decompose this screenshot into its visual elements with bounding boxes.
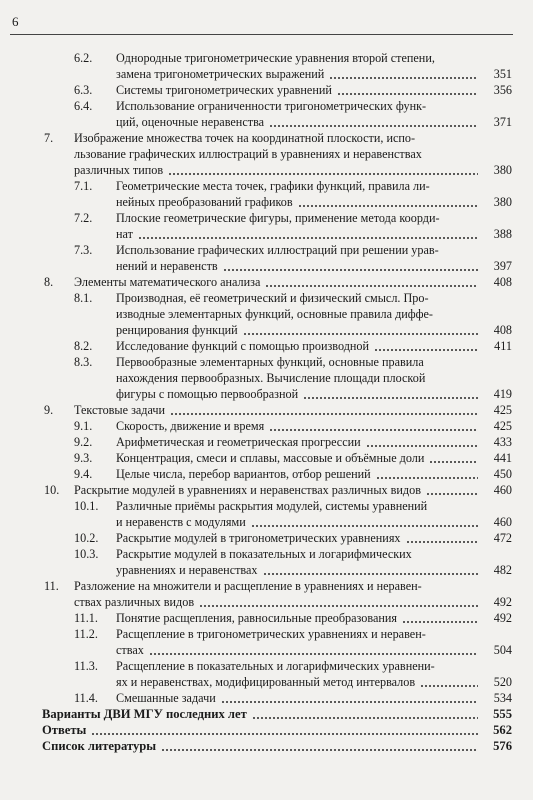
toc-entry-title-line: Системы тригонометрических уравнений: [116, 83, 332, 97]
toc-entry-title-line: Текстовые задачи: [74, 403, 166, 417]
toc-entry[interactable]: [0, 690, 533, 706]
dot-leader: [376, 477, 478, 479]
dot-leader: [243, 333, 478, 335]
toc-entry-page: 520: [493, 675, 512, 689]
toc-entry-title-line: нений и неравенств: [116, 259, 218, 273]
dot-leader: [337, 93, 478, 95]
dot-leader: [170, 413, 478, 415]
toc-entry-number: 11.: [44, 579, 59, 593]
toc-entry[interactable]: [0, 658, 533, 690]
dot-leader: [252, 717, 478, 719]
toc-entry-title-line: Элементы математического анализа: [74, 275, 261, 289]
toc-entry-title-line: ствах: [116, 643, 144, 657]
toc-entry-number: 8.1.: [74, 291, 93, 305]
toc-entry-title-line: льзование графических иллюстраций в уравнениях и неравенствах: [74, 147, 422, 161]
toc-entry-page: 411: [494, 339, 512, 353]
toc-entry-number: 11.1.: [74, 611, 98, 625]
toc-entry-title-line: Скорость, движение и время: [116, 419, 265, 433]
toc-entry-page: 450: [493, 467, 512, 481]
toc-entry-number: 11.4.: [74, 691, 98, 705]
toc-entry[interactable]: [0, 578, 533, 610]
toc-entry[interactable]: [0, 130, 533, 178]
toc-entry-title-line: Производная, её геометрический и физический смысл. Про-: [116, 291, 429, 305]
toc-entry-number: 9.1.: [74, 419, 93, 433]
toc-entry-page: 380: [493, 195, 512, 209]
toc-entry-number: 11.2.: [74, 627, 98, 641]
toc-entry-title-line: Исследование функций с помощью производной: [116, 339, 370, 353]
toc-entry-number: 9.: [44, 403, 54, 417]
toc-entry-title-line: Раскрытие модулей в показательных и логарифмических: [116, 547, 412, 561]
dot-leader: [221, 701, 478, 703]
toc-entry[interactable]: [0, 402, 533, 418]
toc-entry-title-line: Различные приёмы раскрытия модулей, системы уравнений: [116, 499, 428, 513]
toc-entry-page: 441: [493, 451, 512, 465]
toc-entry[interactable]: [0, 706, 533, 722]
toc-entry-title-line: Первообразные элементарных функций, основные правила: [116, 355, 424, 369]
toc-entry-number: 9.4.: [74, 467, 93, 481]
toc-entry-page: 504: [493, 643, 512, 657]
toc-entry-page: 371: [493, 115, 512, 129]
dot-leader: [91, 733, 478, 735]
toc-entry-title-line: ях и неравенствах, модифицированный метод интервалов: [116, 675, 416, 689]
toc-entry[interactable]: [0, 354, 533, 402]
toc-entry[interactable]: [0, 530, 533, 546]
toc-entry-title-line: Понятие расщепления, равносильные преобразования: [116, 611, 398, 625]
toc-entry-number: 7.1.: [74, 179, 93, 193]
toc-entry-page: 408: [493, 275, 512, 289]
toc-entry[interactable]: [0, 290, 533, 338]
toc-entry-page: 482: [493, 563, 512, 577]
page-number: 6: [12, 14, 19, 29]
dot-leader: [265, 285, 478, 287]
toc-entry[interactable]: [0, 418, 533, 434]
toc-entry-page: 576: [493, 739, 512, 753]
toc-entry-title-line: фигуры с помощью первообразной: [116, 387, 299, 401]
toc-entry-number: 11.3.: [74, 659, 98, 673]
toc-entry-title-line: нахождения первообразных. Вычисление площади плоской: [116, 371, 426, 385]
toc-entry-title-line: Использование ограниченности тригонометрических функ-: [116, 99, 427, 113]
toc-entry[interactable]: [0, 466, 533, 482]
toc-entry-number: 6.2.: [74, 51, 93, 65]
toc-entry-number: 6.3.: [74, 83, 93, 97]
toc-entry-title-line: Геометрические места точек, графики функций, правила ли-: [116, 179, 430, 193]
dot-leader: [269, 125, 478, 127]
toc-entry-page: 492: [493, 595, 512, 609]
toc-entry-title-line: Ответы: [42, 723, 87, 737]
toc-entry-page: 562: [493, 723, 512, 737]
toc-entry-page: 433: [493, 435, 512, 449]
toc-entry[interactable]: [0, 450, 533, 466]
toc-entry-number: 10.1.: [74, 499, 99, 513]
toc-entry[interactable]: [0, 210, 533, 242]
toc-entry-page: 534: [493, 691, 512, 705]
toc-entry-number: 6.4.: [74, 99, 93, 113]
toc-entry-title-line: изводные элементарных функций, основные правила диффе-: [116, 307, 433, 321]
toc-entry-page: 460: [493, 515, 512, 529]
toc-entry-title-line: замена тригонометрических выражений: [116, 67, 325, 81]
toc-entry-page: 419: [493, 387, 512, 401]
toc-entry-title-line: Целые числа, перебор вариантов, отбор решений: [116, 467, 371, 481]
toc-entry-number: 9.3.: [74, 451, 93, 465]
toc-entry-title-line: Расщепление в показательных и логарифмических уравнени-: [116, 659, 435, 673]
toc-entry-number: 10.: [44, 483, 60, 497]
toc-entry[interactable]: [0, 274, 533, 290]
toc-entry-title-line: Концентрация, смеси и сплавы, массовые и объёмные доли: [116, 451, 425, 465]
toc-entry-page: 408: [493, 323, 512, 337]
dot-leader: [406, 541, 478, 543]
dot-leader: [138, 237, 478, 239]
toc-entry[interactable]: [0, 546, 533, 578]
toc-entry-page: 492: [493, 611, 512, 625]
toc-entry-title-line: Список литературы: [42, 739, 157, 753]
dot-leader: [149, 653, 478, 655]
toc-entry-page: 388: [493, 227, 512, 241]
dot-leader: [199, 605, 478, 607]
dot-leader: [426, 493, 478, 495]
toc-entry[interactable]: [0, 434, 533, 450]
toc-entry-title-line: Разложение на множители и расщепление в уравнениях и неравен-: [74, 579, 422, 593]
toc-entry-title-line: Арифметическая и геометрическая прогрессии: [116, 435, 361, 449]
toc-entry[interactable]: [0, 738, 533, 754]
toc-entry[interactable]: [0, 242, 533, 274]
dot-leader: [251, 525, 478, 527]
toc-entry-title-line: Изображение множества точек на координатной плоскости, испо-: [74, 131, 416, 145]
toc-entry-number: 10.2.: [74, 531, 99, 545]
toc-entry-title-line: Использование графических иллюстраций при решении урав-: [116, 243, 439, 257]
toc-entry-page: 425: [493, 419, 512, 433]
dot-leader: [298, 205, 478, 207]
toc-entry[interactable]: [0, 50, 533, 82]
toc-entry-number: 7.: [44, 131, 54, 145]
toc-entry-title-line: и неравенств с модулями: [116, 515, 246, 529]
toc-entry-page: 397: [493, 259, 512, 273]
toc-entry-page: 425: [493, 403, 512, 417]
dot-leader: [303, 397, 478, 399]
toc-entry[interactable]: [0, 178, 533, 210]
dot-leader: [429, 461, 478, 463]
toc-entry-title-line: Раскрытие модулей в тригонометрических уравнениях: [116, 531, 401, 545]
dot-leader: [161, 749, 478, 751]
toc-entry[interactable]: [0, 498, 533, 530]
toc-entry-number: 8.: [44, 275, 54, 289]
toc-entry-page: 472: [493, 531, 512, 545]
toc-entry-title-line: Плоские геометрические фигуры, применение метода коорди-: [116, 211, 440, 225]
dot-leader: [263, 573, 478, 575]
toc-entry[interactable]: [0, 610, 533, 626]
toc-entry-number: 9.2.: [74, 435, 93, 449]
toc-entry-title-line: нейных преобразований графиков: [116, 195, 293, 209]
dot-leader: [269, 429, 478, 431]
toc-entry[interactable]: [0, 338, 533, 354]
dot-leader: [329, 77, 478, 79]
dot-leader: [420, 685, 478, 687]
toc-entry-title-line: ций, оценочные неравенства: [116, 115, 265, 129]
toc-entry-title-line: Варианты ДВИ МГУ последних лет: [42, 707, 247, 721]
toc-entry[interactable]: [0, 98, 533, 130]
dot-leader: [223, 269, 478, 271]
toc-entry[interactable]: [0, 722, 533, 738]
toc-entry-number: 10.3.: [74, 547, 99, 561]
dot-leader: [402, 621, 478, 623]
toc-entry-title-line: Смешанные задачи: [116, 691, 216, 705]
toc-entry-title-line: уравнениях и неравенствах: [116, 563, 258, 577]
toc-entry-title-line: различных типов: [74, 163, 164, 177]
toc-entry-number: 7.3.: [74, 243, 93, 257]
toc-entry-title-line: Расщепление в тригонометрических уравнениях и неравен-: [116, 627, 426, 641]
toc-entry-page: 356: [493, 83, 512, 97]
toc-entry-page: 351: [493, 67, 512, 81]
toc-entry-number: 7.2.: [74, 211, 93, 225]
dot-leader: [168, 173, 478, 175]
toc-entry-number: 8.2.: [74, 339, 93, 353]
toc-entry-title-line: ствах различных видов: [74, 595, 195, 609]
toc-entry[interactable]: [0, 626, 533, 658]
toc-entry-title-line: ренцирования функций: [116, 323, 238, 337]
toc-entry-page: 380: [493, 163, 512, 177]
dot-leader: [366, 445, 478, 447]
toc-entry-page: 460: [493, 483, 512, 497]
toc-entry[interactable]: [0, 82, 533, 98]
header-rule: [10, 34, 513, 35]
toc-entry-title-line: Однородные тригонометрические уравнения второй степени,: [116, 51, 435, 65]
toc-entry-page: 555: [493, 707, 512, 721]
toc-entry-number: 8.3.: [74, 355, 93, 369]
toc-entry-title-line: нат: [116, 227, 133, 241]
toc-entry[interactable]: [0, 482, 533, 498]
dot-leader: [374, 349, 478, 351]
toc-entry-title-line: Раскрытие модулей в уравнениях и неравенствах различных видов: [74, 483, 421, 497]
